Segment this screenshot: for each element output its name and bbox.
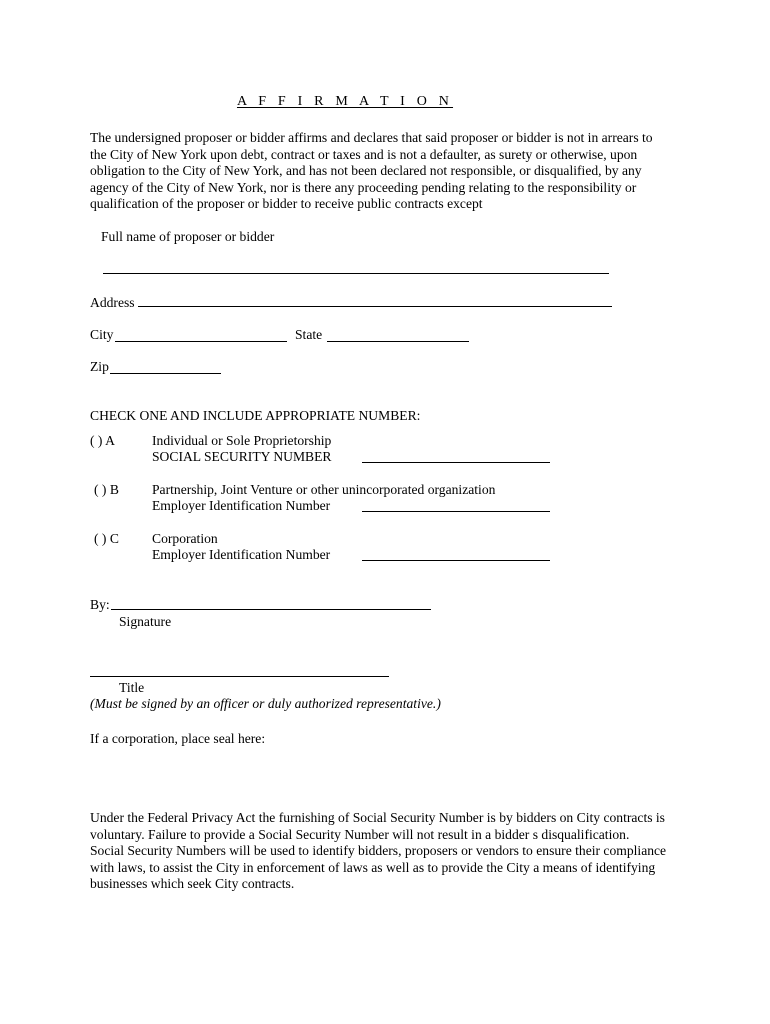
seal-label: If a corporation, place seal here:	[90, 731, 266, 746]
option-a-label: Individual or Sole Proprietorship	[152, 433, 332, 448]
ein-label-b: Employer Identification Number	[152, 498, 331, 513]
paragraph-line: Under the Federal Privacy Act the furnishing of Social Security Number is by bidders on City contracts is	[90, 810, 665, 825]
paragraph-line: The undersigned proposer or bidder affirms and declares that said proposer or bidder is not in arrears to	[90, 130, 653, 145]
option-b-label: Partnership, Joint Venture or other unincorporated organization	[152, 482, 496, 497]
page-title: A F F I R M A T I O N	[236, 94, 454, 109]
privacy-act-paragraph	[90, 810, 700, 893]
paragraph-line: businesses which seek City contracts.	[90, 876, 295, 891]
option-c-label: Corporation	[152, 531, 218, 546]
paragraph-line: qualification of the proposer or bidder to receive public contracts except	[90, 196, 483, 211]
state-label: State	[295, 327, 323, 342]
signing-note: (Must be signed by an officer or duly authorized representative.)	[90, 696, 441, 711]
paragraph-line: with laws, to assist the City in enforcement of laws as well as to provide the City a means of identifying	[90, 859, 656, 875]
paragraph-line: the City of New York upon debt, contract or taxes and is not a defaulter, as surety or otherwise, upon	[90, 146, 638, 162]
signature-field[interactable]	[111, 609, 431, 610]
full-name-field[interactable]	[103, 273, 609, 274]
paragraph-line: obligation to the City of New York, and has not been declared not responsible, or disqualified, by any	[90, 163, 642, 178]
check-one-heading: CHECK ONE AND INCLUDE APPROPRIATE NUMBER:	[90, 408, 421, 423]
full-name-label: Full name of proposer or bidder	[101, 229, 275, 244]
paragraph-line: Social Security Numbers will be used to identify bidders, proposers or vendors to ensure their compliance	[90, 843, 667, 858]
option-b-checkbox[interactable]: ( ) B	[94, 482, 119, 497]
by-label: By:	[90, 597, 110, 612]
city-label: City	[90, 327, 114, 342]
title-label: Title	[119, 680, 145, 695]
address-field[interactable]	[138, 306, 612, 307]
ein-label-c: Employer Identification Number	[152, 547, 331, 562]
ssn-field[interactable]	[362, 462, 550, 463]
zip-label: Zip	[90, 359, 109, 374]
option-a-checkbox[interactable]: ( ) A	[90, 433, 115, 448]
ssn-label: SOCIAL SECURITY NUMBER	[152, 449, 332, 464]
paragraph-line: agency of the City of New York, nor is there any proceeding pending relating to the responsibility or	[90, 179, 637, 195]
paragraph-line: voluntary. Failure to provide a Social Security Number will not result in a bidder s disqualification.	[90, 826, 630, 842]
city-field[interactable]	[115, 341, 287, 342]
title-field[interactable]	[90, 676, 389, 677]
ein-field-b[interactable]	[362, 511, 550, 512]
address-label: Address	[90, 295, 135, 310]
zip-field[interactable]	[110, 373, 221, 374]
affirmation-paragraph	[90, 130, 690, 213]
signature-label: Signature	[119, 614, 172, 629]
option-c-checkbox[interactable]: ( ) C	[94, 531, 119, 546]
state-field[interactable]	[327, 341, 469, 342]
ein-field-c[interactable]	[362, 560, 550, 561]
